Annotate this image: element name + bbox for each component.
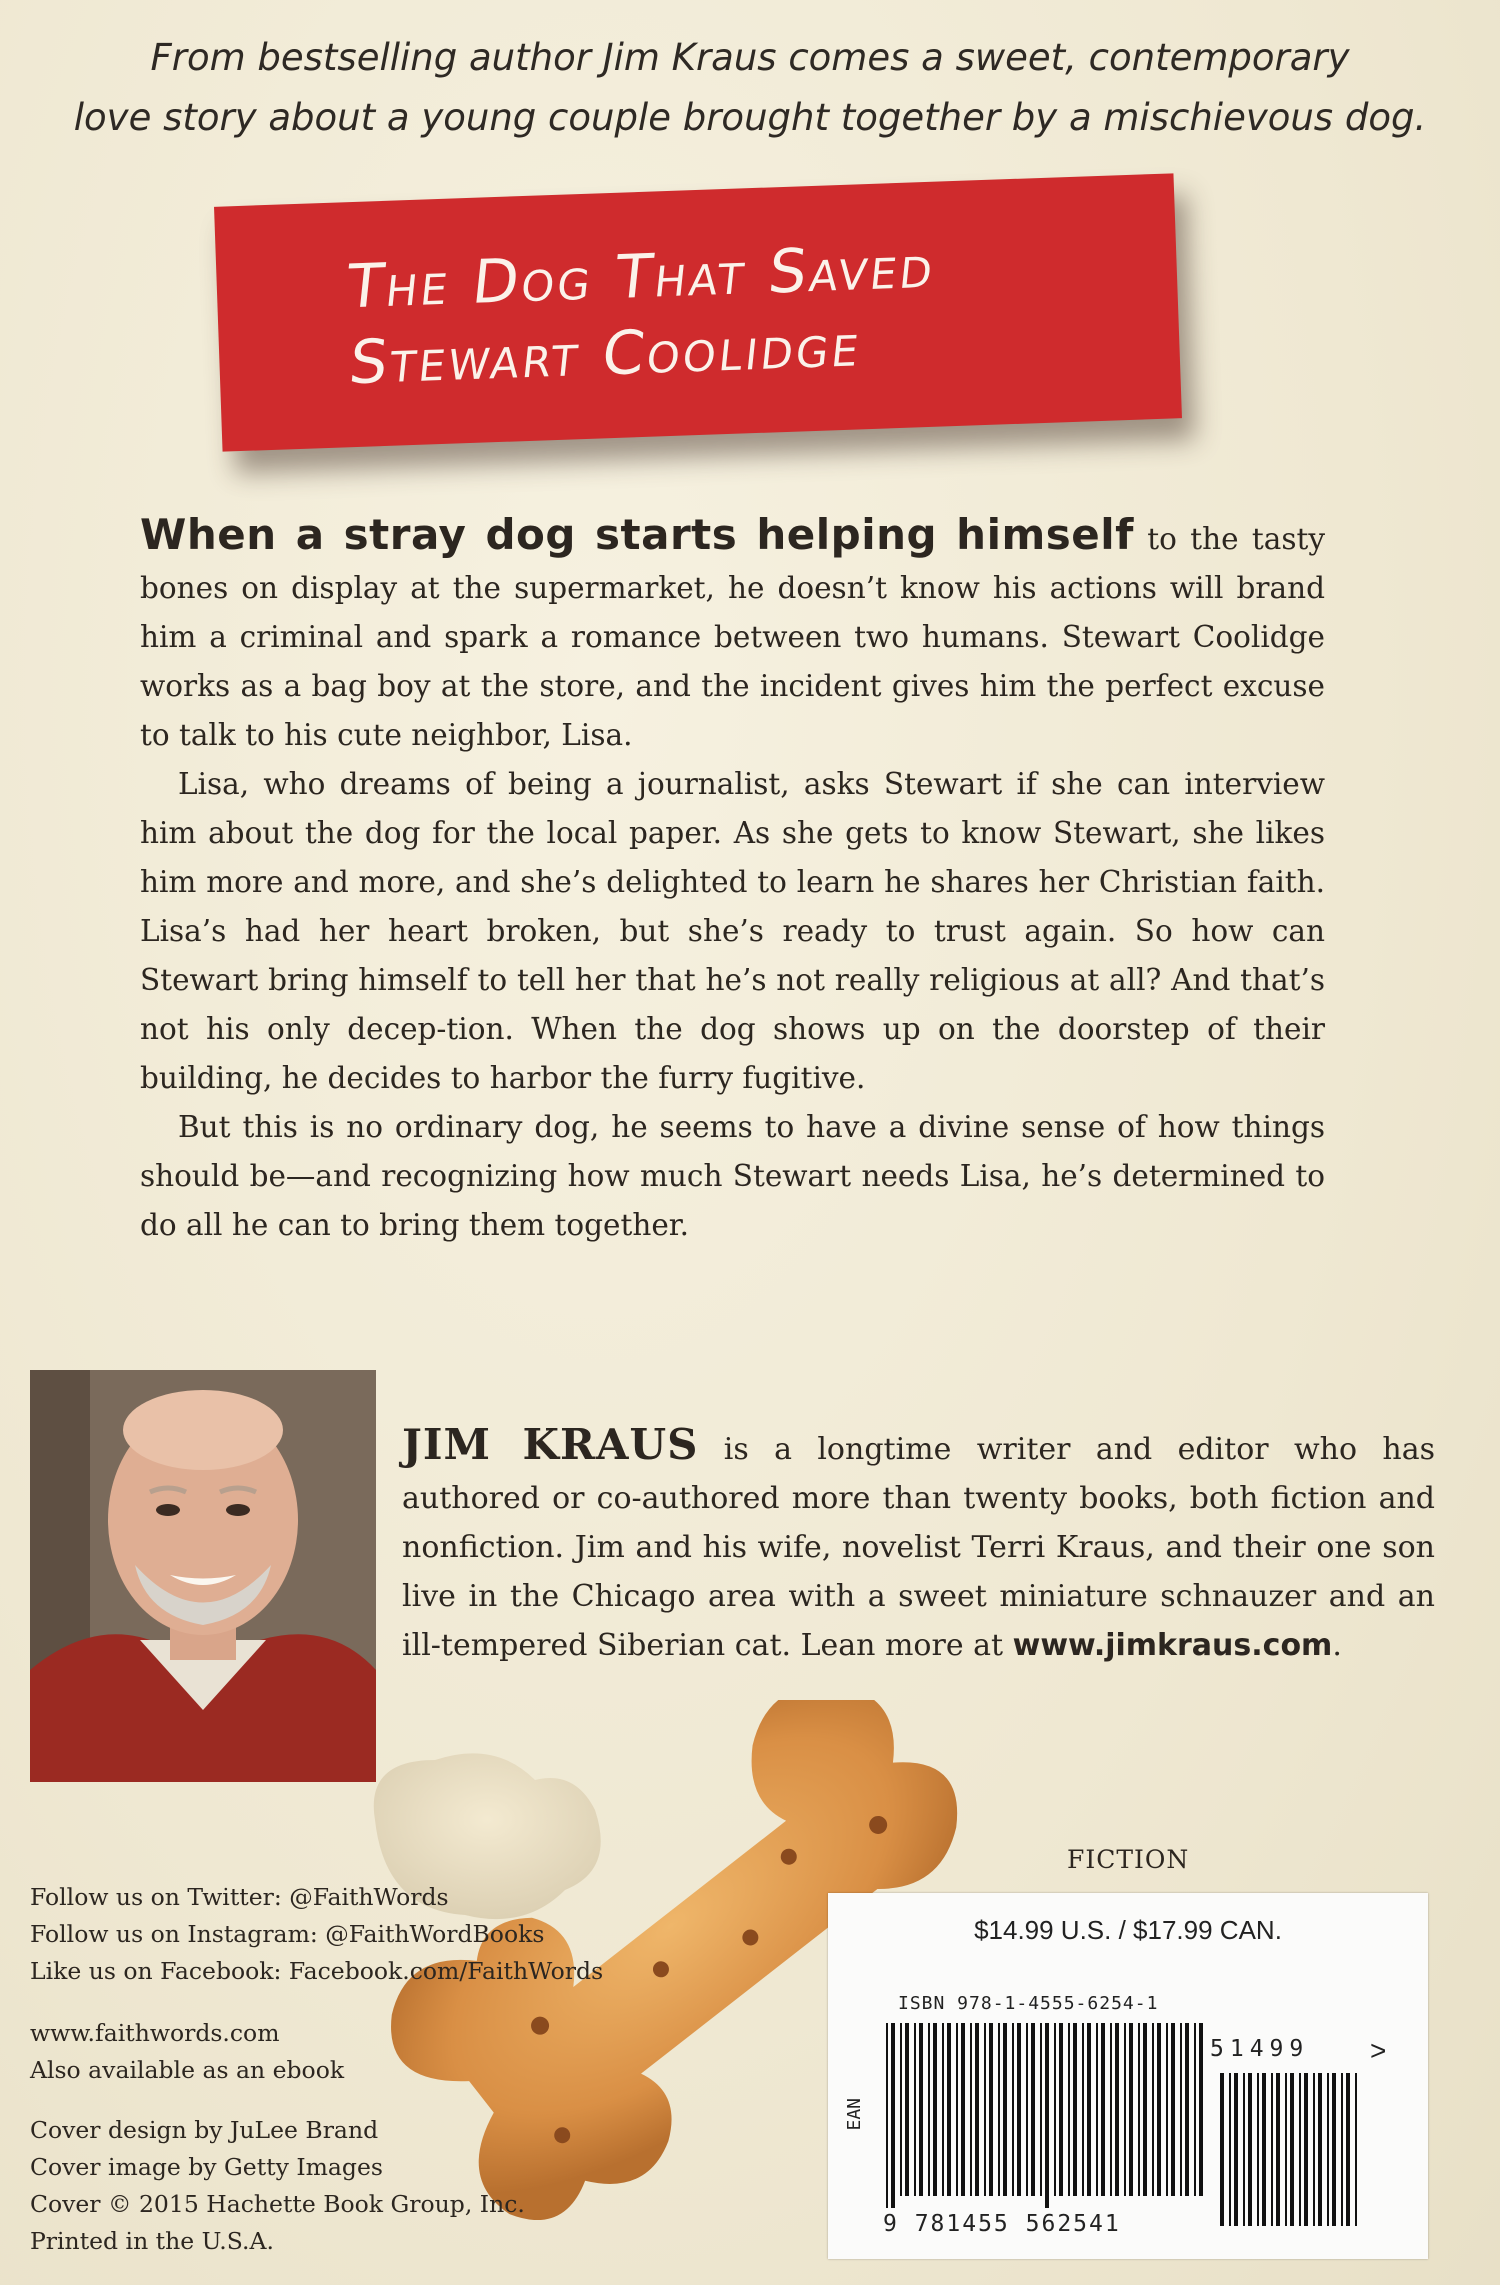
description-p1-text: to the tasty bones on display at the supermarket, he doesn’t know his actions will brand him a criminal and spark a romance between two humans. Stewart Coolidge works as a bag boy at the store, and the incident gives him the perfect excuse to talk to his cute neighbor, Lisa. [140,522,1325,752]
tagline-line-2: love story about a young couple brought together by a mischievous dog. [73,96,1427,139]
instagram-link[interactable]: Follow us on Instagram: @FaithWordBooks [30,1920,545,1948]
barcode-addon-icon [1220,2073,1360,2238]
publisher-info [30,2015,344,2089]
book-description [140,510,1325,1250]
copyright-notice: Cover © 2015 Hachette Book Group, Inc. [30,2190,525,2218]
author-bio-end: . [1332,1628,1342,1663]
author-website-link[interactable]: www.jimkraus.com [1012,1628,1333,1663]
description-paragraph-1 [140,510,1325,760]
author-name: JIM KRAUS [402,1420,699,1469]
cover-design-credit: Cover design by JuLee Brand [30,2116,379,2144]
title-banner [214,173,1182,451]
facebook-link[interactable]: Like us on Facebook: Facebook.com/FaithWords [30,1957,604,1985]
book-title-line-2: Stewart Coolidge [345,309,866,398]
author-portrait-icon [30,1370,376,1782]
description-lead: When a stray dog starts helping himself [140,510,1134,559]
category-label: FICTION [1067,1845,1190,1874]
cover-credits [30,2112,525,2260]
isbn-label: ISBN 978-1-4555-6254-1 [898,1993,1159,2014]
book-title-line-1: The Dog That Saved [343,231,940,322]
ebook-note: Also available as an ebook [30,2056,345,2084]
cover-image-credit: Cover image by Getty Images [30,2153,383,2181]
author-bio [402,1420,1435,1670]
publisher-website-link[interactable]: www.faithwords.com [30,2019,280,2047]
tagline [40,28,1460,148]
description-paragraph-2: Lisa, who dreams of being a journalist, asks Stewart if she can interview him about the dog for the local paper. As she gets to know Stewart, she likes him more and more, and she’s delighted to learn he shares her Christian faith. Lisa’s had her heart broken, but she’s ready to trust again. So how can Stewart bring himself to tell her that he’s not really religious at all? And that’s not his only decep-tion. When the dog shows up on the doorstep of their building, he decides to harbor the furry fugitive. [140,767,1325,1095]
addon-arrow: > [1370,2035,1387,2066]
price-addon-number: 51499 [1210,2036,1310,2062]
barcode-sticker [828,1893,1428,2259]
social-links [30,1879,603,1990]
tagline-line-1: From bestselling author Jim Kraus comes a sweet, contemporary [150,36,1350,79]
author-photo [30,1370,376,1782]
price-label: $14.99 U.S. / $17.99 CAN. [974,1915,1282,1945]
printed-in-note: Printed in the U.S.A. [30,2227,274,2255]
ean-label: EAN [844,2098,865,2131]
twitter-link[interactable]: Follow us on Twitter: @FaithWords [30,1883,449,1911]
barcode-digits: 9 781455 562541 [883,2211,1121,2237]
barcode-main-icon [886,2023,1206,2208]
description-paragraph-3: But this is no ordinary dog, he seems to have a divine sense of how things should be—and recognizing how much Stewart needs Lisa, he’s determined to do all he can to bring them together. [140,1110,1325,1242]
author-bio-text: is a longtime writer and editor who has authored or co-authored more than twenty books, both fiction and nonfiction. Jim and his wife, novelist Terri Kraus, and their one son live in the Chicago area with a sweet miniature schnauzer and an ill-tempered Siberian cat. Lean more at [402,1432,1435,1663]
